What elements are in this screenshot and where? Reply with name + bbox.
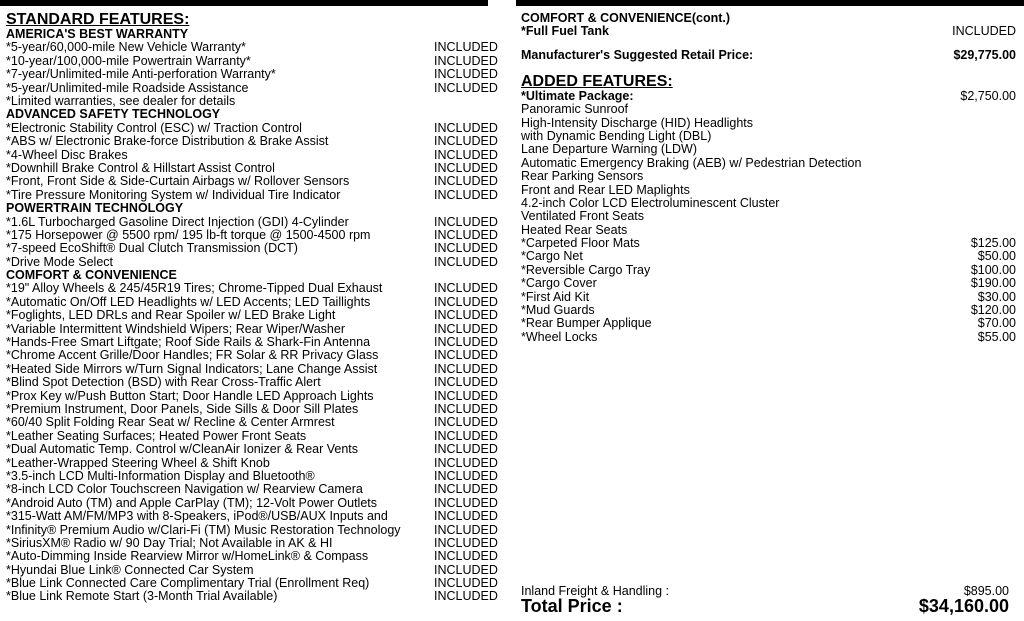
option-row [521,304,1016,317]
option-label: *Mud Guards [521,303,595,318]
option-price: $30.00 [977,289,1016,304]
msrp-label: Manufacturer's Suggested Retail Price: [521,47,754,62]
feature-row [6,256,500,269]
right-column [521,12,1016,344]
feature-row [6,483,500,496]
option-row [521,317,1016,330]
option-price: $125.00 [970,236,1016,251]
feature-value: INCLUDED [434,535,498,550]
option-row [521,331,1016,344]
feature-value: INCLUDED [434,562,498,577]
option-label: *Rear Bumper Applique [521,316,652,331]
feature-value: INCLUDED [434,53,498,68]
freight-value: $895.00 [963,584,1009,598]
feature-value: INCLUDED [434,308,498,323]
feature-row [6,95,500,108]
feature-value: INCLUDED [434,415,498,430]
package-item: Rear Parking Sensors [521,169,644,184]
package-item: Heated Rear Seats [521,222,628,237]
feature-row [6,216,500,229]
row-label: *Full Fuel Tank [521,24,609,39]
feature-value: INCLUDED [434,335,498,350]
standard-features-sections [6,28,500,604]
feature-row [6,403,500,416]
option-row [521,291,1016,304]
feature-row [6,296,500,309]
feature-row [6,390,500,403]
feature-value: INCLUDED [434,241,498,256]
option-price: $120.00 [970,303,1016,318]
feature-value: INCLUDED [434,80,498,95]
package-label: *Ultimate Package: [521,88,634,103]
feature-row [6,336,500,349]
feature-row [6,41,500,54]
feature-value: INCLUDED [434,375,498,390]
feature-value: INCLUDED [434,281,498,296]
feature-label: *Foglights, LED DRLs and Rear Spoiler w/ LED Brake Light [6,308,336,323]
section-heading: ADVANCED SAFETY TECHNOLOGY [6,107,221,122]
feature-value: INCLUDED [434,120,498,135]
feature-label: *Leather Seating Surfaces; Heated Power Front Seats [6,428,307,443]
section-heading: AMERICA'S BEST WARRANTY [6,27,189,41]
top-border [0,0,1024,6]
feature-label: *19" Alloy Wheels & 245/45R19 Tires; Chrome-Tipped Dual Exhaust [6,281,383,296]
feature-row [6,430,500,443]
total-label: Total Price : [521,596,623,616]
feature-label: *5-year/Unlimited-mile Roadside Assistance [6,80,249,95]
feature-value: INCLUDED [434,402,498,416]
feature-label: *10-year/100,000-mile Powertrain Warranty* [6,53,251,68]
feature-label: *3.5-inch LCD Multi-Information Display and Bluetooth® [6,468,315,483]
feature-label: *7-year/Unlimited-mile Anti-perforation Warranty* [6,67,276,82]
feature-value: INCLUDED [434,67,498,82]
feature-label: *Leather-Wrapped Steering Wheel & Shift Knob [6,455,270,470]
section-heading: POWERTRAIN TECHNOLOGY [6,201,184,216]
feature-value: INCLUDED [434,442,498,457]
feature-row [6,497,500,510]
feature-label: *Hyundai Blue Link® Connected Car System [6,562,254,577]
option-price: $190.00 [970,276,1016,291]
package-price: $2,750.00 [960,88,1016,103]
feature-label: *SiriusXM® Radio w/ 90 Day Trial; Not Available in AK & HI [6,535,333,550]
option-price: $55.00 [977,329,1016,344]
added-options [521,237,1016,344]
package-item: High-Intensity Discharge (HID) Headlights [521,115,754,130]
package-item: Panoramic Sunroof [521,102,629,117]
feature-label: *60/40 Split Folding Rear Seat w/ Recline & Center Armrest [6,415,335,430]
top-border-gap [488,0,516,6]
feature-value: INCLUDED [434,160,498,175]
feature-row [6,550,500,563]
feature-row [6,363,500,376]
feature-label: *Drive Mode Select [6,254,113,269]
feature-row [6,457,500,470]
feature-label: *Variable Intermittent Windshield Wipers; Rear Wiper/Washer [6,321,346,336]
feature-value: INCLUDED [434,321,498,336]
feature-value: INCLUDED [434,428,498,443]
feature-row [6,376,500,389]
feature-row [6,443,500,456]
option-label: *Carpeted Floor Mats [521,236,640,251]
package-item: Ventilated Front Seats [521,209,644,224]
row-value: INCLUDED [952,24,1016,39]
option-label: *Cargo Net [521,249,583,264]
feature-row [6,242,500,255]
feature-value: INCLUDED [434,509,498,524]
feature-row [6,162,500,175]
feature-label: *ABS w/ Electronic Brake-force Distribution & Brake Assist [6,134,329,149]
added-features-title: ADDED FEATURES: [521,72,673,90]
feature-label: *7-speed EcoShift® Dual Clutch Transmission (DCT) [6,241,298,256]
feature-value: INCLUDED [434,495,498,510]
option-price: $100.00 [970,262,1016,277]
feature-label: *Blue Link Remote Start (3-Month Trial Available) [6,589,278,604]
feature-row [6,309,500,322]
feature-value: INCLUDED [434,549,498,564]
section-heading: COMFORT & CONVENIENCE [6,268,177,283]
feature-row [6,323,500,336]
ultimate-package-row [521,90,1016,103]
feature-row [6,537,500,550]
option-price: $70.00 [977,316,1016,331]
feature-value: INCLUDED [434,294,498,309]
feature-value: INCLUDED [434,227,498,242]
feature-label: *Auto-Dimming Inside Rearview Mirror w/HomeLink® & Compass [6,549,369,564]
feature-row [6,416,500,429]
feature-row [6,82,500,95]
feature-row [6,68,500,81]
option-label: *Cargo Cover [521,276,597,291]
comfort-cont-heading: COMFORT & CONVENIENCE(cont.) [521,11,731,25]
feature-label: *Infinity® Premium Audio w/Clari-Fi (TM) Music Restoration Technology [6,522,401,537]
msrp-value: $29,775.00 [953,47,1016,62]
option-label: *Reversible Cargo Tray [521,262,651,277]
feature-value: INCLUDED [434,482,498,497]
feature-row [6,577,500,590]
feature-row [6,229,500,242]
package-item: 4.2-inch Color LCD Electroluminescent Cluster [521,195,780,210]
feature-label: *Chrome Accent Grille/Door Handles; FR Solar & RR Privacy Glass [6,348,379,363]
standard-features-column [6,12,500,604]
full-fuel-tank-row [521,25,1016,38]
package-item: Front and Rear LED Maplights [521,182,690,197]
package-items [521,103,1016,237]
package-item: with Dynamic Bending Light (DBL) [521,128,712,143]
option-row [521,237,1016,250]
feature-row [6,282,500,295]
feature-label: *Electronic Stability Control (ESC) w/ Traction Control [6,120,302,135]
feature-label: *Downhill Brake Control & Hillstart Assist Control [6,160,275,175]
option-label: *First Aid Kit [521,289,590,304]
feature-label: *Hands-Free Smart Liftgate; Roof Side Rails & Shark-Fin Antenna [6,335,371,350]
feature-label: *Android Auto (TM) and Apple CarPlay (TM); 12-Volt Power Outlets [6,495,377,510]
feature-row [6,189,500,202]
standard-features-title: STANDARD FEATURES: [6,11,190,28]
feature-label: *8-inch LCD Color Touchscreen Navigation w/ Rearview Camera [6,482,363,497]
total-price-row [521,596,1009,616]
feature-row [6,470,500,483]
feature-label: *Blind Spot Detection (BSD) with Rear Cross-Traffic Alert [6,375,321,390]
feature-label: *Automatic On/Off LED Headlights w/ LED Accents; LED Taillights [6,294,371,309]
feature-label: *5-year/60,000-mile New Vehicle Warranty* [6,40,246,55]
option-row [521,264,1016,277]
feature-label: *Front, Front Side & Side-Curtain Airbags w/ Rollover Sensors [6,174,350,189]
package-item: Automatic Emergency Braking (AEB) w/ Pedestrian Detection [521,155,862,170]
feature-label: *1.6L Turbocharged Gasoline Direct Injection (GDI) 4-Cylinder [6,214,349,229]
feature-value: INCLUDED [434,455,498,470]
feature-value: INCLUDED [434,361,498,376]
feature-row [6,135,500,148]
feature-value: INCLUDED [434,388,498,403]
feature-value: INCLUDED [434,174,498,189]
option-price: $50.00 [977,249,1016,264]
feature-label: *175 Horsepower @ 5500 rpm/ 195 lb-ft torque @ 1500-4500 rpm [6,227,371,242]
feature-label: *315-Watt AM/FM/MP3 with 8-Speakers, iPod®/USB/AUX Inputs and [6,509,388,524]
feature-label: *Heated Side Mirrors w/Turn Signal Indicators; Lane Change Assist [6,361,378,376]
feature-label: *Blue Link Connected Care Complimentary Trial (Enrollment Req) [6,576,370,591]
feature-row [6,149,500,162]
option-label: *Wheel Locks [521,329,598,344]
feature-label: *Premium Instrument, Door Panels, Side Sills & Door Sill Plates [6,402,359,416]
msrp-row [521,48,1016,62]
feature-label: *Prox Key w/Push Button Start; Door Handle LED Approach Lights [6,388,374,403]
feature-value: INCLUDED [434,468,498,483]
feature-value: INCLUDED [434,348,498,363]
feature-row [6,564,500,577]
feature-value: INCLUDED [434,187,498,202]
feature-value: INCLUDED [434,522,498,537]
total-value: $34,160.00 [918,596,1009,616]
option-row [521,250,1016,263]
freight-label: Inland Freight & Handling : [521,584,670,598]
feature-label: *Tire Pressure Monitoring System w/ Individual Tire Indicator [6,187,341,202]
package-item: Lane Departure Warning (LDW) [521,142,697,157]
feature-row [6,349,500,362]
feature-value: INCLUDED [434,40,498,55]
feature-value: INCLUDED [434,254,498,269]
feature-value: INCLUDED [434,589,498,604]
feature-row [6,55,500,68]
feature-row [6,590,500,603]
feature-label: *4-Wheel Disc Brakes [6,147,128,162]
feature-value: INCLUDED [434,134,498,149]
feature-label: *Dual Automatic Temp. Control w/CleanAir Ionizer & Rear Vents [6,442,359,457]
feature-row [6,510,500,523]
feature-value: INCLUDED [434,576,498,591]
feature-row [6,524,500,537]
feature-label: *Limited warranties, see dealer for details [6,93,236,108]
feature-value: INCLUDED [434,214,498,229]
option-row [521,277,1016,290]
feature-value: INCLUDED [434,147,498,162]
feature-row [6,122,500,135]
feature-row [6,175,500,188]
